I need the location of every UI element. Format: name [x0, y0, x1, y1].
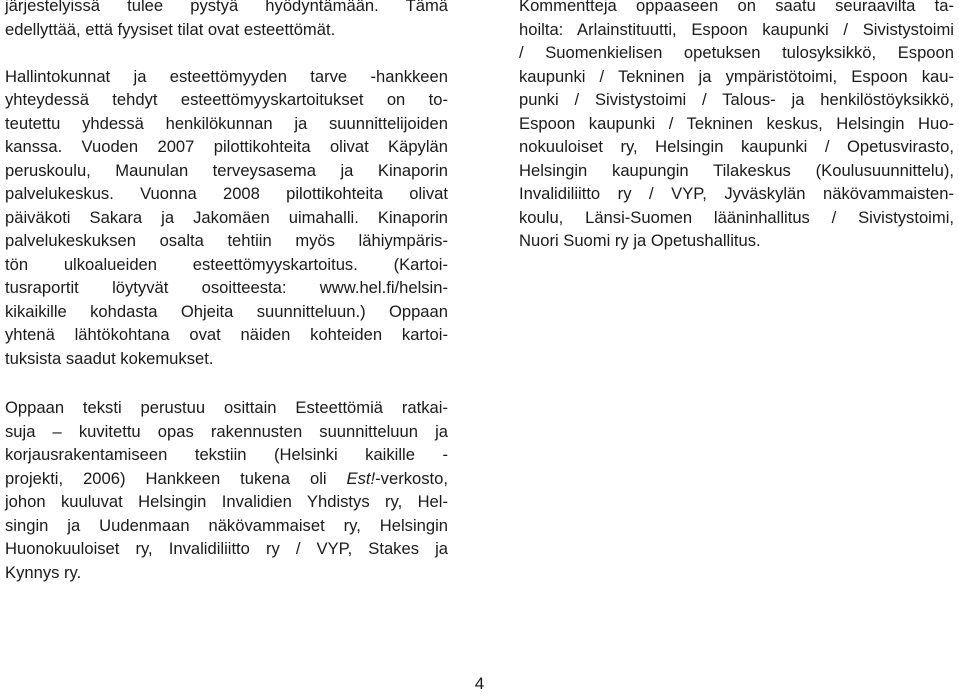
- text-line: koulu, Länsi-Suomen lääninhallitus / Sivistystoimi,: [519, 207, 954, 227]
- text-line: singin ja Uudenmaan näkövammaiset ry, Helsingin: [5, 515, 448, 535]
- paragraph-pilot-projects: [5, 65, 448, 371]
- text-line: yhtenä lähtökohtana ovat näiden kohteiden kartoi-: [5, 325, 448, 344]
- text-line: Nuori Suomi ry ja Opetushallitus.: [519, 231, 761, 250]
- text-line: nokuuloiset ry, Helsingin kaupunki / Opetusvirasto,: [519, 137, 954, 156]
- network-name-italic: Est!: [346, 468, 376, 488]
- text-line: Huonokuuloiset ry, Invalidiliitto ry / VYP, Stakes ja: [5, 539, 448, 558]
- text-segment: -verkosto,: [375, 468, 448, 488]
- text-line-mixed: [5, 467, 448, 491]
- text-line: palvelukeskuksen osalta tehtiin myös lähiympäris-: [5, 231, 448, 250]
- text-line: teutettu yhdessä henkilökunnan ja suunnittelijoiden: [5, 113, 448, 133]
- text-line: punki / Sivistystoimi / Talous- ja henkilöstöyksikkö,: [519, 90, 954, 109]
- text-line: / Suomenkielisen opetuksen tulosyksikkö, Espoon: [519, 43, 954, 62]
- text-line: edellyttää, että fyysiset tilat ovat esteettömät.: [5, 19, 336, 39]
- text-line: Hallintokunnat ja esteettömyyden tarve -hankkeen: [5, 66, 448, 86]
- text-line: tuksista saadut kokemukset.: [5, 348, 214, 368]
- text-line: peruskoulu, Maunulan terveysasema ja Kinaporin: [5, 160, 448, 180]
- text-line: kikaikille kohdasta Ohjeita suunnitteluun.) Oppaan: [5, 301, 448, 321]
- text-line: Helsingin kaupungin Tilakeskus (Koulusuunnittelu),: [519, 160, 954, 180]
- text-line: tön ulkoalueiden esteettömyyskartoitus. (Kartoi-: [5, 254, 448, 274]
- text-line: Kynnys ry.: [5, 562, 82, 582]
- text-line: korjausrakentamiseen tekstiin (Helsinki kaikille -: [5, 445, 448, 464]
- left-column-top: [5, 0, 448, 370]
- text-line: Invalidiliitto ry / VYP, Jyväskylän näkövammaisten-: [519, 184, 954, 203]
- text-line: kanssa. Vuoden 2007 pilottikohteita olivat Käpylän: [5, 137, 448, 156]
- right-column: [519, 0, 954, 253]
- text-line: kaupunki / Tekninen ja ympäristötoimi, Espoon kau-: [519, 66, 954, 86]
- text-line: Kommentteja oppaaseen on saatu seuraavilta ta-: [519, 0, 954, 15]
- paragraph-facilities: [5, 0, 448, 41]
- text-line: Espoon kaupunki / Tekninen keskus, Helsingin Huo-: [519, 113, 954, 133]
- text-line: suja – kuvitettu opas rakennusten suunnitteluun ja: [5, 421, 448, 441]
- paragraph-sources: [5, 396, 448, 584]
- text-line: tusraportit löytyvät osoitteesta: www.hel.fi/helsin-: [5, 278, 448, 297]
- text-line: johon kuuluvat Helsingin Invalidien Yhdistys ry, Hel-: [5, 492, 448, 511]
- text-line: yhteydessä tehdyt esteettömyyskartoitukset on to-: [5, 90, 448, 109]
- paragraph-comments: [519, 0, 954, 253]
- text-line: palvelukeskus. Vuonna 2008 pilottikohteita olivat: [5, 184, 448, 203]
- left-column-bottom: [5, 396, 448, 584]
- text-line: päiväkoti Sakara ja Jakomäen uimahalli. Kinaporin: [5, 207, 448, 227]
- page-number: 4: [474, 674, 485, 693]
- text-line: järjestelyissä tulee pystyä hyödyntämään. Tämä: [5, 0, 448, 15]
- text-line: Oppaan teksti perustuu osittain Esteettömiä ratkai-: [5, 398, 448, 417]
- text-line: hoilta: Arlainstituutti, Espoon kaupunki / Sivistystoimi: [519, 19, 954, 39]
- text-segment: projekti, 2006) Hankkeen tukena oli: [5, 468, 347, 488]
